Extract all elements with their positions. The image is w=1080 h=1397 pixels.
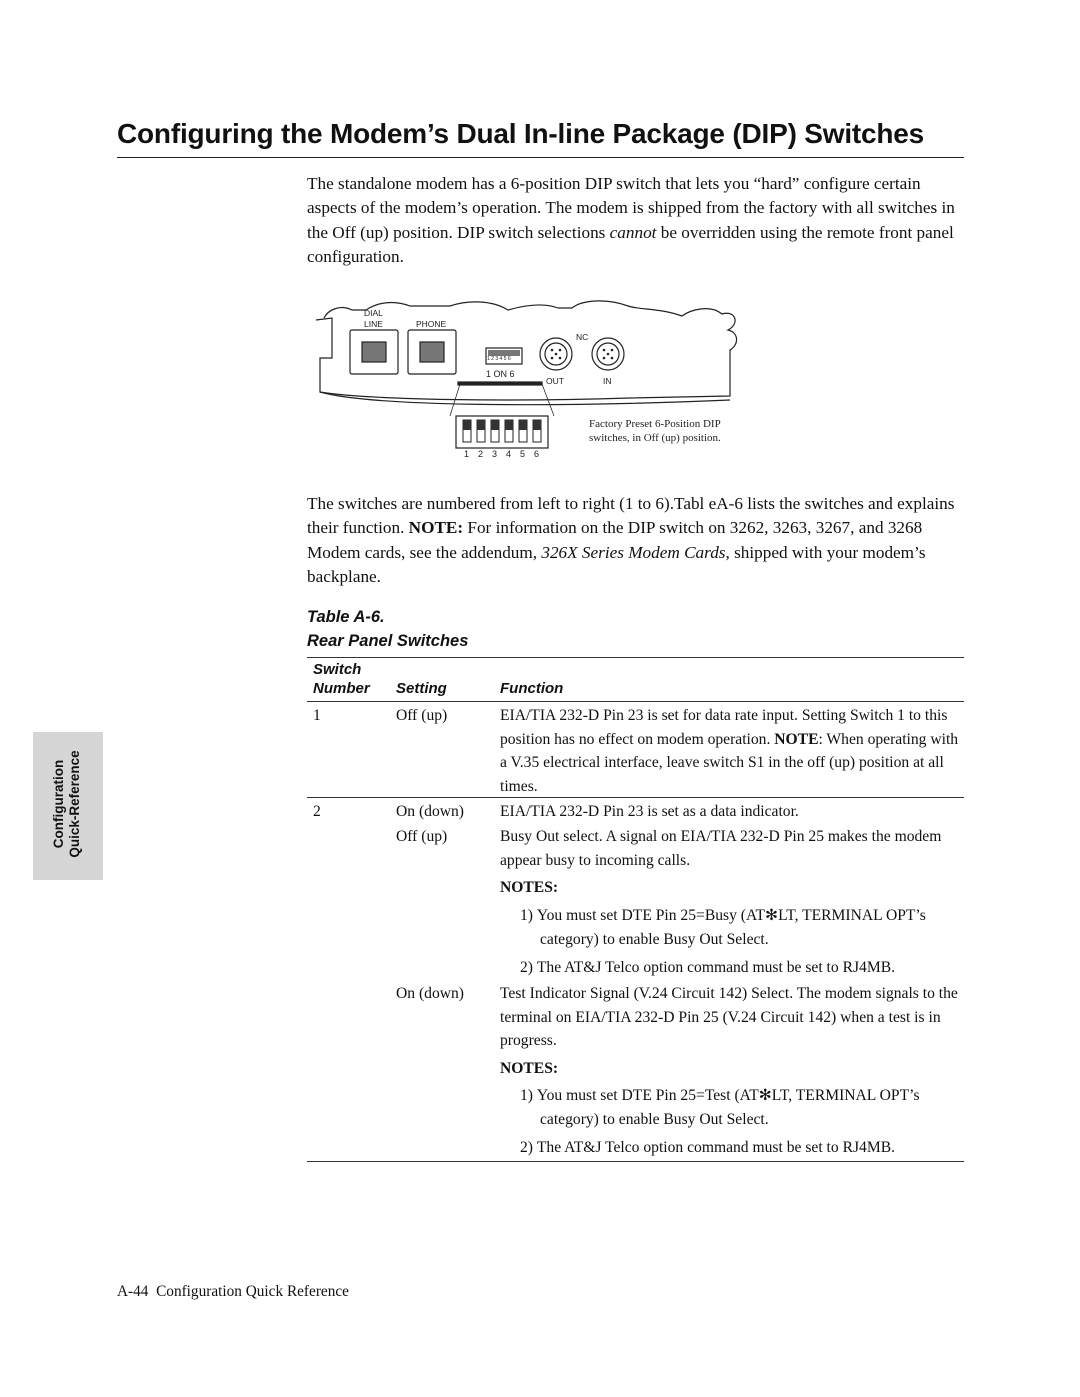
switch-number-2: 2	[478, 449, 484, 459]
switch-lever-6	[533, 420, 541, 430]
table-label	[307, 605, 468, 653]
row1-setting: Off (up)	[396, 707, 448, 724]
notes-heading-1: NOTES:	[500, 879, 559, 896]
switch-number-6: 6	[534, 449, 540, 459]
table-number: Table A-6.	[307, 608, 385, 626]
on-label: 1 ON 6	[486, 369, 515, 379]
header-function: Function	[500, 680, 564, 697]
after-note-label: NOTE:	[408, 518, 464, 538]
figure-caption-line1: Factory Preset 6-Position DIP	[589, 418, 721, 430]
nc-label: NC	[576, 332, 589, 342]
switch-levers	[463, 420, 541, 442]
after-text-3: , shipped with your modem’s backplane.	[307, 542, 926, 587]
side-tab-line1: Configuration	[51, 759, 66, 849]
row2-off-setting: Off (up)	[396, 828, 448, 845]
after-text-2: For information on the DIP switch on 3262, 3263, 3267, and 3268 Modem cards, see the addendum,	[307, 518, 923, 562]
figure-caption-line2: switches, in Off (up) position.	[589, 432, 721, 444]
phone-label: PHONE	[416, 319, 447, 329]
table-bottom-rule	[307, 1161, 964, 1162]
addendum-title: 326X Series Modem Cards	[541, 542, 726, 562]
table-header-rule	[307, 701, 964, 702]
row2-on-setting: On (down)	[396, 803, 464, 820]
row2-on2-setting: On (down)	[396, 985, 464, 1002]
row1-number: 1	[313, 707, 321, 724]
switch-number-1: 1	[464, 449, 470, 459]
page-footer: A-44 Configuration Quick Reference	[117, 1283, 349, 1300]
header-switch-number	[313, 660, 370, 698]
switch-lever-4	[505, 420, 513, 430]
row1-function-text-1: EIA/TIA 232-D Pin 23 is set for data rate input. Setting Switch 1 to this position has no effect on modem operation.	[500, 707, 948, 748]
table-row-rule	[307, 797, 964, 798]
switch-number-5: 5	[520, 449, 526, 459]
switch-lever-1	[463, 420, 471, 430]
in-label: IN	[603, 376, 612, 386]
page-title: Configuring the Modem’s Dual In-line Package (DIP) Switches	[117, 118, 925, 149]
side-tab-line2: Quick-Reference	[67, 750, 82, 858]
switch-number-labels	[464, 449, 539, 459]
title-rule	[117, 157, 964, 158]
row2-on-function: EIA/TIA 232-D Pin 23 is set as a data indicator.	[500, 803, 799, 820]
row1-function-note: NOTE	[774, 730, 819, 748]
table-title: Rear Panel Switches	[307, 632, 469, 650]
note-2-2: 2) The AT&J Telco option command must be set to RJ4MB.	[520, 1139, 896, 1156]
table-top-rule	[307, 657, 964, 658]
row1-function-text-2: : When operating with a V.35 electrical interface, leave switch S1 in the off (up) position at all times.	[500, 730, 959, 795]
dial-label: DIAL	[364, 308, 383, 318]
rear-panel-figure	[310, 296, 780, 466]
row2-number: 2	[313, 803, 321, 820]
after-text-1: The switches are numbered from left to right (1 to 6).Tabl eA-6 lists the switches and explains their function.	[307, 494, 955, 538]
row1-function	[500, 704, 962, 798]
header-switch-line1: Switch	[313, 661, 362, 678]
note-2-1: 1) You must set DTE Pin 25=Test (AT✻LT, TERMINAL OPT’s category) to enable Busy Out Select.	[520, 1087, 920, 1128]
row2-off-function: Busy Out select. A signal on EIA/TIA 232-D Pin 25 makes the modem appear busy to incoming calls.	[500, 828, 942, 869]
intro-paragraph	[307, 172, 967, 270]
row2-on2-function: Test Indicator Signal (V.24 Circuit 142) Select. The modem signals to the terminal on EIA/TIA 232-D Pin 25 (V.24 Circuit 142) when a test is in progress.	[500, 985, 958, 1050]
header-switch-line2: Number	[313, 680, 370, 697]
intro-text-2: be overridden using the remote front panel configuration.	[307, 222, 954, 267]
header-setting: Setting	[396, 680, 447, 697]
switch-description-paragraph	[307, 492, 967, 590]
switch-number-3: 3	[492, 449, 498, 459]
line-label: LINE	[364, 319, 383, 329]
switch-lever-3	[491, 420, 499, 430]
side-tab-label	[51, 730, 83, 878]
note-1-2: 2) The AT&J Telco option command must be set to RJ4MB.	[520, 959, 896, 976]
switch-lever-5	[519, 420, 527, 430]
switch-number-4: 4	[506, 449, 512, 459]
switch-lever-2	[477, 420, 485, 430]
notes-heading-2: NOTES:	[500, 1060, 559, 1077]
out-label: OUT	[546, 376, 564, 386]
note-1-1: 1) You must set DTE Pin 25=Busy (AT✻LT, TERMINAL OPT’s category) to enable Busy Out Select.	[520, 907, 926, 948]
intro-text-1: The standalone modem has a 6-position DIP switch that lets you “hard” configure certain aspects of the modem’s operation. The modem is shipped from the factory with all switches in the Off (up) position. DIP switch selections	[307, 174, 955, 242]
intro-emphasis: cannot	[609, 222, 657, 242]
small-switch-numbers: 1 2 3 4 5 6	[487, 356, 511, 362]
